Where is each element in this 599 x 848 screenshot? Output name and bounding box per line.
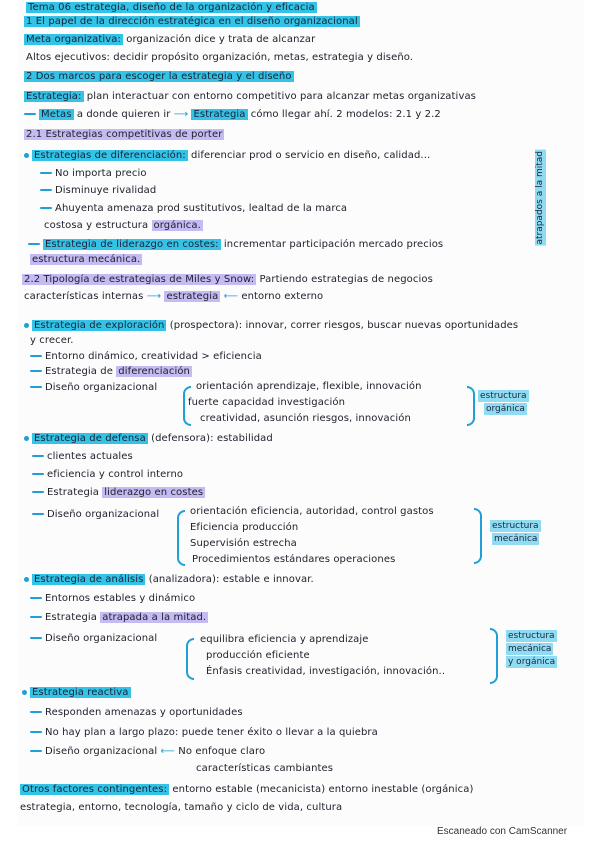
exploracion-def: (prospectora): innovar, correr riesgos, buscar nuevas oportunidades <box>166 320 519 331</box>
otros-factores-list-line <box>20 801 342 814</box>
arrow-icon: ⟵ <box>160 746 179 757</box>
ana-item-1-text: equilibra eficiencia y aprendizaje <box>200 634 369 645</box>
def-item-1-text: orientación eficiencia, autoridad, control gastos <box>190 506 434 517</box>
exp-item-3-text: creatividad, asunción riesgos, innovación <box>200 413 411 424</box>
no-importa-precio-text: No importa precio <box>55 168 147 179</box>
entorno-dinamico-line <box>30 350 262 363</box>
exploracion-line <box>24 319 518 332</box>
dash-icon <box>32 513 44 515</box>
costosa-text: costosa y estructura <box>44 220 152 231</box>
ann-line: estructura <box>480 391 527 401</box>
dash-icon <box>28 243 40 245</box>
exp-item-1-text: orientación aprendizaje, flexible, innovación <box>196 381 422 392</box>
ann-line: orgánica <box>486 404 525 414</box>
atrapada-line <box>30 611 208 624</box>
reactiva-line <box>22 686 131 699</box>
section-22-heading <box>22 273 433 286</box>
camscanner-footer: Escaneado con CamScanner <box>437 826 568 837</box>
y-crecer-text: y crecer. <box>30 335 74 346</box>
analisis-def: (analizadora): estable e innovar. <box>145 574 314 585</box>
entornos-estables-text: Entornos estables y dinámico <box>45 593 196 604</box>
dash-icon <box>30 597 42 599</box>
def-item-4 <box>192 553 395 566</box>
estructura-organica-annotation-2 <box>484 403 527 415</box>
section-21-heading <box>24 128 224 141</box>
arrow-icon: ⟶ <box>173 109 192 120</box>
dash-icon <box>30 637 42 639</box>
metas-line <box>24 108 441 121</box>
eficiencia-control-text: eficiencia y control interno <box>47 469 184 480</box>
section-22-term: 2.2 Tipología de estrategias de Miles y Snow: <box>24 274 255 285</box>
ana-item-3-text: Énfasis creatividad, investigación, innovación.. <box>206 666 446 677</box>
left-brace-3 <box>186 638 194 680</box>
responden-text: Responden amenazas y oportunidades <box>45 707 243 718</box>
dash-icon <box>32 455 44 457</box>
ahuyenta-line <box>40 202 347 215</box>
disminuye-rivalidad-line <box>40 184 156 197</box>
estrategia-liderazgo-line <box>32 486 205 499</box>
diseno-org-3-line <box>30 632 157 645</box>
analisis-line <box>24 573 314 586</box>
liderazgo-costes-highlight: liderazgo en costes <box>104 487 204 498</box>
estructura-mecanica-annotation <box>490 520 541 532</box>
ann-line: estructura <box>508 631 555 641</box>
section-1-text: 1 El papel de la dirección estratégica en el diseño organizacional <box>26 16 358 27</box>
def-item-1 <box>190 505 434 518</box>
exp-item-2-text: fuerte capacidad investigación <box>188 397 346 408</box>
clientes-line <box>32 450 133 463</box>
otros-factores-line <box>20 783 473 796</box>
altos-ejecutivos-text: Altos ejecutivos: decidir propósito organización, metas, estrategia y diseño. <box>26 52 414 63</box>
right-brace-2 <box>474 508 482 564</box>
metas-term: Metas <box>41 109 72 120</box>
diferenciacion-term: Estrategias de diferenciación: <box>34 150 186 161</box>
exp-item-1 <box>196 380 422 393</box>
estrategia-def-line <box>24 90 476 103</box>
title-text: Tema 06 estrategia, diseño de la organización y eficacia <box>28 2 315 13</box>
liderazgo-line <box>28 238 443 251</box>
liderazgo-term: Estrategia de liderazgo en costes: <box>45 239 219 250</box>
diferenciacion-line <box>24 149 430 162</box>
atrapada-highlight: atrapada a la mitad. <box>102 612 207 623</box>
otros-factores-list: estrategia, entorno, tecnología, tamaño y ciclo de vida, cultura <box>20 802 343 813</box>
estrategia-word-2: Estrategia <box>45 612 101 623</box>
title-line <box>26 1 317 14</box>
dash-icon <box>40 172 52 174</box>
estructura-mixta-annotation-3 <box>506 656 557 668</box>
dash-icon <box>30 616 42 618</box>
diferenciacion-highlight: diferenciación <box>118 366 190 377</box>
diseno-org-3-text: Diseño organizacional <box>45 633 158 644</box>
estrategia-de-text: Estrategia de <box>45 366 117 377</box>
estrategia-def: plan interactuar con entorno competitivo para alcanzar metas organizativas <box>83 91 476 102</box>
ann-line: mecánica <box>508 644 552 654</box>
responden-line <box>30 706 243 719</box>
def-item-2 <box>190 521 298 534</box>
estructura-mixta-annotation <box>506 630 557 642</box>
arrow-icon: ⟶ <box>146 291 165 302</box>
bullet-icon <box>24 323 29 328</box>
ann-line: mecánica <box>494 534 538 544</box>
def-item-2-text: Eficiencia producción <box>190 522 299 533</box>
ana-item-3 <box>206 665 445 678</box>
altos-ejecutivos-line <box>26 51 413 64</box>
organica-term: orgánica. <box>153 220 201 231</box>
caracteristicas-cambiantes-line <box>196 762 333 775</box>
ann-line: y orgánica <box>508 657 556 667</box>
y-crecer-line <box>30 334 74 347</box>
estructura-mecanica-line <box>30 253 142 266</box>
clientes-text: clientes actuales <box>47 451 133 462</box>
dash-icon <box>30 370 42 372</box>
estrategia-mid: estrategia <box>166 291 219 302</box>
arrow-icon: ⟵ <box>223 291 242 302</box>
dash-icon <box>30 386 42 388</box>
estrategia-diferenciacion-line <box>30 365 192 378</box>
meta-organizativa-term: Meta organizativa: <box>26 34 121 45</box>
dash-icon <box>30 750 42 752</box>
no-plan-text: No hay plan a largo plazo: puede tener éxito o llevar a la quiebra <box>45 727 378 738</box>
reactiva-term: Estrategia reactiva <box>32 687 129 698</box>
caracteristicas-line <box>24 290 323 303</box>
defensa-line <box>24 432 273 445</box>
dash-icon <box>40 207 52 209</box>
otros-factores-def: entorno estable (mecanicista) entorno inestable (orgánica) <box>169 784 474 795</box>
eficiencia-control-line <box>32 468 183 481</box>
section-1-heading <box>24 15 360 28</box>
disminuye-rivalidad-text: Disminuye rivalidad <box>55 185 157 196</box>
meta-organizativa-def: organización dice y trata de alcanzar <box>122 34 316 45</box>
costosa-line <box>44 219 203 232</box>
estrategia-term-2: Estrategia <box>193 109 246 120</box>
section-22-def: Partiendo estrategias de negocios <box>256 274 433 285</box>
ann-line: estructura <box>492 521 539 531</box>
diseno-org-1-line <box>30 381 157 394</box>
defensa-term: Estrategia de defensa <box>34 433 146 444</box>
left-brace-2 <box>177 510 185 566</box>
otros-factores-term: Otros factores contingentes: <box>22 784 168 795</box>
estructura-mecanica-annotation-2 <box>492 533 539 545</box>
no-importa-precio-line <box>40 167 147 180</box>
dash-icon <box>24 113 36 115</box>
estructura-mixta-annotation-2 <box>506 643 553 655</box>
dash-icon <box>32 473 44 475</box>
no-enfoque-text: No enfoque claro <box>178 746 266 757</box>
entornos-estables-line <box>30 592 195 605</box>
dash-icon <box>32 491 44 493</box>
estrategia-def-2: cómo llegar ahí. 2 modelos: 2.1 y 2.2 <box>247 109 441 120</box>
dash-icon <box>40 189 52 191</box>
exp-item-3 <box>200 412 411 425</box>
atrapados-annotation: atrapados a la mitad <box>535 151 545 245</box>
ana-item-2 <box>206 649 310 662</box>
right-brace-1 <box>467 386 475 426</box>
dash-icon <box>30 711 42 713</box>
diseno-org-2-line <box>32 508 159 521</box>
bullet-icon <box>22 690 27 695</box>
exploracion-term: Estrategia de exploración <box>34 320 165 331</box>
estructura-organica-annotation <box>478 390 529 402</box>
entorno-dinamico-text: Entorno dinámico, creatividad > eficiencia <box>45 351 262 362</box>
dash-icon <box>30 355 42 357</box>
caracteristicas-cambiantes-text: características cambiantes <box>196 763 334 774</box>
ahuyenta-text: Ahuyenta amenaza prod sustitutivos, lealtad de la marca <box>55 203 348 214</box>
diseno-org-4-text: Diseño organizacional <box>45 746 158 757</box>
entorno-externo-text: entorno externo <box>241 291 324 302</box>
estructura-mecanica-text: estructura mecánica. <box>32 254 141 265</box>
diseno-org-4-line <box>30 745 265 758</box>
diseno-org-2-text: Diseño organizacional <box>47 509 160 520</box>
liderazgo-def: incrementar participación mercado precios <box>220 239 444 250</box>
section-2-heading <box>24 70 294 83</box>
diseno-org-1-text: Diseño organizacional <box>45 382 158 393</box>
ana-item-2-text: producción eficiente <box>206 650 310 661</box>
estrategia-term: Estrategia: <box>26 91 82 102</box>
bullet-icon <box>24 577 29 582</box>
ana-item-1 <box>200 633 369 646</box>
section-2-text: 2 Dos marcos para escoger la estrategia y el diseño <box>26 71 292 82</box>
analisis-term: Estrategia de análisis <box>34 574 144 585</box>
bullet-icon <box>24 436 29 441</box>
def-item-3 <box>190 537 297 550</box>
def-item-3-text: Supervisión estrecha <box>190 538 297 549</box>
right-brace-3 <box>490 628 498 684</box>
bullet-icon <box>24 153 29 158</box>
diferenciacion-def: diferenciar prod o servicio en diseño, calidad... <box>187 150 431 161</box>
caracteristicas-text: características internas <box>24 291 144 302</box>
defensa-def: (defensora): estabilidad <box>147 433 273 444</box>
dash-icon <box>30 731 42 733</box>
no-plan-line <box>30 726 378 739</box>
metas-def: a donde quieren ir <box>73 109 171 120</box>
section-21-text: 2.1 Estrategias competitivas de porter <box>26 129 223 140</box>
estrategia-word: Estrategia <box>47 487 103 498</box>
exp-item-2 <box>188 396 345 409</box>
meta-organizativa-line <box>24 33 315 46</box>
def-item-4-text: Procedimientos estándares operaciones <box>192 554 396 565</box>
